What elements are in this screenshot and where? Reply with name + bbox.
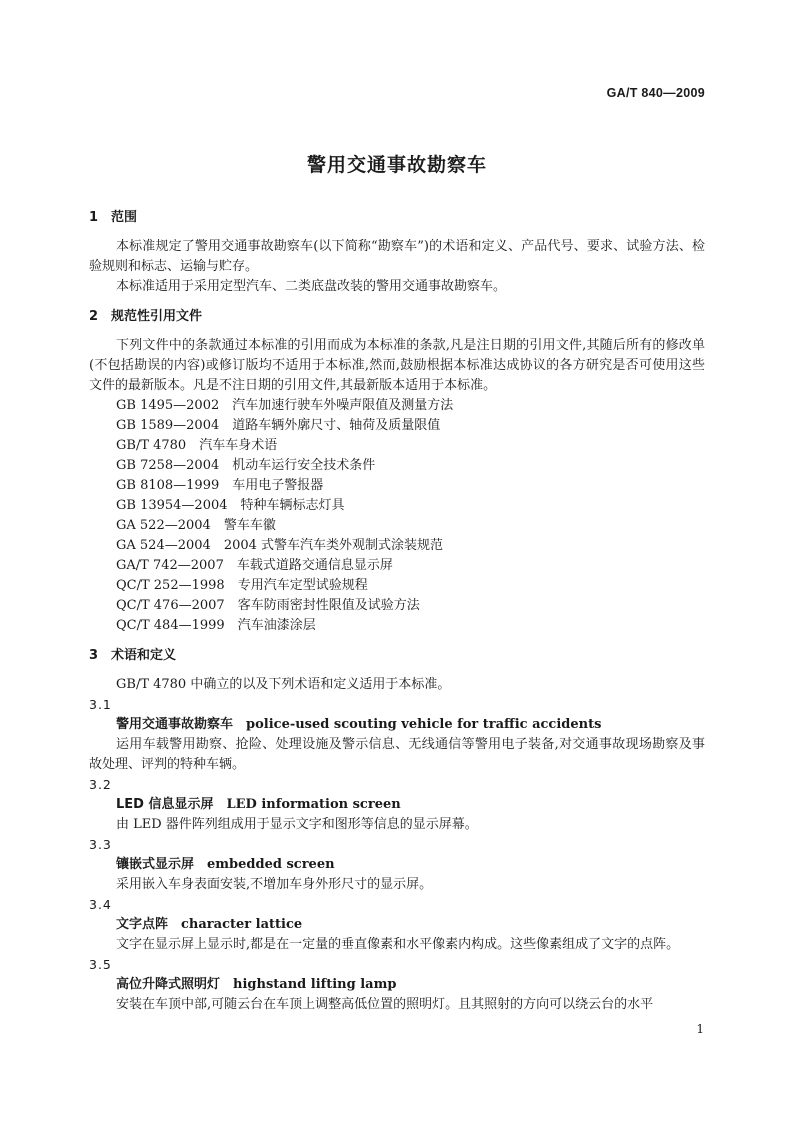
term-number: 3.3 [89, 837, 112, 852]
reference-title: 车载式道路交通信息显示屏 [236, 558, 393, 573]
reference-code: GB 8108—1999 [116, 478, 220, 493]
reference-code: GB/T 4780 [116, 438, 187, 453]
section-title: 术语和定义 [111, 648, 177, 663]
reference-item [89, 476, 705, 496]
term-chinese: 文字点阵 [116, 917, 169, 932]
reference-title: 汽车油漆涂层 [237, 618, 316, 633]
reference-item [89, 576, 705, 596]
reference-code: GA 524—2004 [116, 538, 211, 553]
term-english: embedded screen [207, 857, 335, 872]
reference-title: 特种车辆标志灯具 [240, 498, 345, 513]
term-entry [89, 955, 705, 1015]
term-chinese: 警用交通事故勘察车 [116, 717, 234, 732]
section-2-heading [89, 307, 705, 327]
reference-item [89, 516, 705, 536]
reference-code: QC/T 476—2007 [116, 598, 225, 613]
reference-code: GB 1495—2002 [116, 398, 220, 413]
scope-paragraph: 本标准适用于采用定型汽车、二类底盘改装的警用交通事故勘察车。 [116, 279, 507, 294]
reference-title: 汽车加速行驶车外噪声限值及测量方法 [232, 398, 454, 413]
reference-title: 2004 式警车汽车类外观制式涂装规范 [223, 538, 444, 553]
term-entry [89, 695, 705, 775]
term-number: 3.4 [89, 897, 112, 912]
references-intro: 下列文件中的条款通过本标准的引用而成为本标准的条款,凡是注日期的引用文件,其随后所有的修改单(不包括勘误的内容)或修订版均不适用于本标准,然而,鼓励根据本标准达成协议的各方研究是否可使用这些文件的最新版本。凡是不注日期的引用文件,其最新版本适用于本标准。 [89, 338, 705, 393]
term-heading [89, 795, 705, 815]
term-entry [89, 775, 705, 835]
reference-title: 汽车车身术语 [199, 438, 278, 453]
document-title: 警用交通事故勘察车 [306, 154, 487, 176]
section-1-heading [89, 208, 705, 228]
term-chinese: 镶嵌式显示屏 [116, 857, 195, 872]
reference-item [89, 416, 705, 436]
reference-title: 警车车徽 [223, 518, 276, 533]
reference-list [89, 396, 705, 636]
term-english: highstand lifting lamp [233, 977, 397, 992]
term-heading [89, 715, 705, 735]
reference-code: GB 7258—2004 [116, 458, 220, 473]
term-english: police-used scouting vehicle for traffic accidents [246, 717, 602, 732]
reference-code: GA 522—2004 [116, 518, 211, 533]
reference-item [89, 556, 705, 576]
reference-item [89, 456, 705, 476]
term-definition: 采用嵌入车身表面安装,不增加车身外形尺寸的显示屏。 [116, 877, 433, 892]
reference-code: GB 13954—2004 [116, 498, 228, 513]
section-title: 规范性引用文件 [111, 309, 203, 324]
terms-intro: GB/T 4780 中确立的以及下列术语和定义适用于本标准。 [116, 677, 451, 692]
reference-title: 机动车运行安全技术条件 [232, 458, 376, 473]
reference-title: 道路车辆外廓尺寸、轴荷及质量限值 [232, 418, 441, 433]
standard-code: GA/T 840—2009 [606, 86, 705, 100]
term-entry [89, 835, 705, 895]
term-definition: 运用车载警用勘察、抢险、处理设施及警示信息、无线通信等警用电子装备,对交通事故现场勘察及事故处理、评判的特种车辆。 [89, 737, 705, 772]
reference-title: 专用汽车定型试验规程 [237, 578, 368, 593]
term-definition: 文字在显示屏上显示时,都是在一定量的垂直像素和水平像素内构成。这些像素组成了文字的点阵。 [116, 937, 680, 952]
term-english: character lattice [181, 917, 303, 932]
section-title: 范围 [111, 210, 138, 225]
term-chinese: LED 信息显示屏 [116, 797, 214, 812]
term-english: LED information screen [226, 797, 401, 812]
reference-code: QC/T 252—1998 [116, 578, 225, 593]
term-number: 3.5 [89, 957, 112, 972]
term-number: 3.1 [89, 697, 112, 712]
term-definition: 由 LED 器件阵列组成用于显示文字和图形等信息的显示屏幕。 [116, 817, 478, 832]
term-heading [89, 975, 705, 995]
section-number: 2 [89, 309, 99, 324]
section-3-heading [89, 646, 705, 666]
term-heading [89, 855, 705, 875]
reference-code: GA/T 742—2007 [116, 558, 224, 573]
reference-code: QC/T 484—1999 [116, 618, 225, 633]
term-heading [89, 915, 705, 935]
document-body [89, 208, 705, 1015]
reference-code: GB 1589—2004 [116, 418, 220, 433]
reference-title: 车用电子警报器 [232, 478, 324, 493]
term-number: 3.2 [89, 777, 112, 792]
page-number: 1 [696, 1022, 704, 1036]
reference-item [89, 616, 705, 636]
section-number: 3 [89, 648, 99, 663]
reference-item [89, 436, 705, 456]
reference-item [89, 496, 705, 516]
scope-paragraph: 本标准规定了警用交通事故勘察车(以下简称“勘察车”)的术语和定义、产品代号、要求、试验方法、检验规则和标志、运输与贮存。 [89, 239, 705, 274]
term-chinese: 高位升降式照明灯 [116, 977, 221, 992]
term-definition: 安装在车顶中部,可随云台在车顶上调整高低位置的照明灯。且其照射的方向可以绕云台的水平 [116, 997, 654, 1012]
reference-item [89, 596, 705, 616]
reference-title: 客车防雨密封性限值及试验方法 [237, 598, 420, 613]
reference-item [89, 536, 705, 556]
reference-item [89, 396, 705, 416]
section-number: 1 [89, 210, 99, 225]
term-entry [89, 895, 705, 955]
